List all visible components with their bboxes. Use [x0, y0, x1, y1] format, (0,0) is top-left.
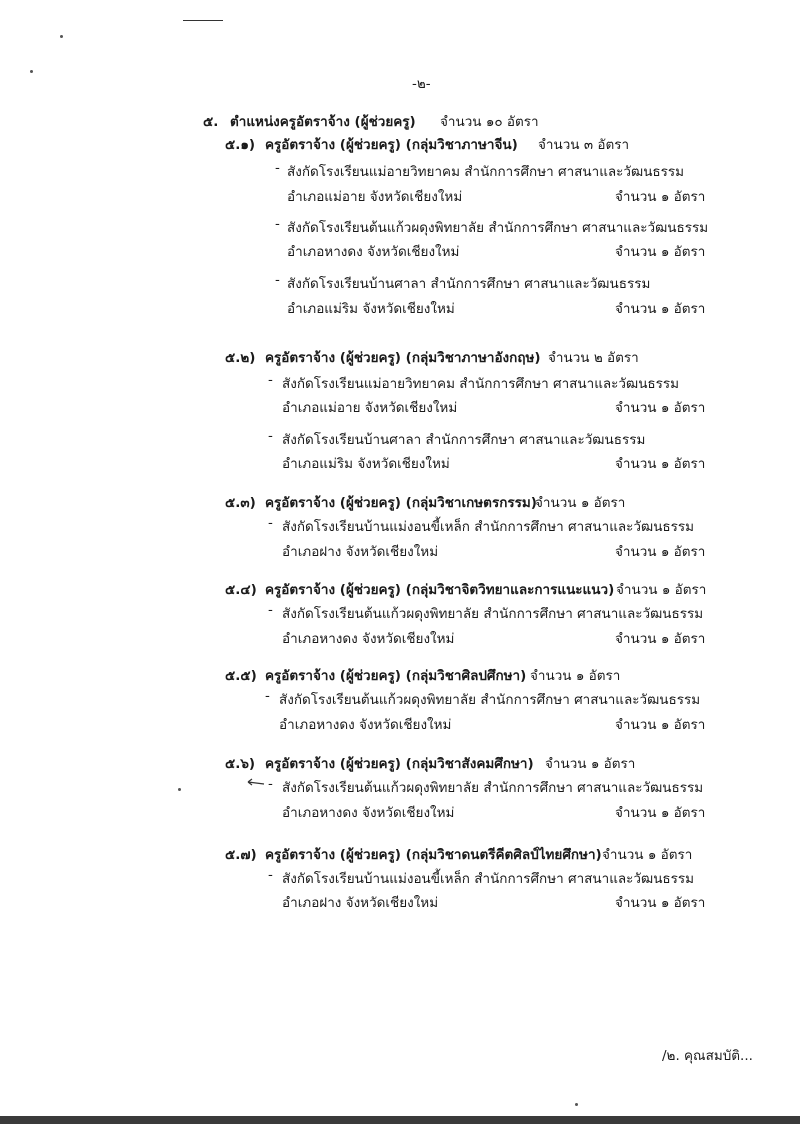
entry-school: สังกัดโรงเรียนแม่อายวิทยาคม สำนักการศึกษา ศาสนาและวัฒนธรรม [282, 376, 680, 392]
entry-location: อำเภอหางดง จังหวัดเชียงใหม่ [287, 244, 460, 260]
entry-count: จำนวน ๑ อัตรา [615, 456, 706, 472]
entry-school: สังกัดโรงเรียนต้นแก้วผดุงพิทยาลัย สำนักการศึกษา ศาสนาและวัฒนธรรม [287, 220, 709, 236]
entry-location: อำเภอแม่อาย จังหวัดเชียงใหม่ [282, 400, 458, 416]
entry-dash: - [268, 776, 273, 792]
entry-dash: - [268, 602, 273, 618]
entry-school: สังกัดโรงเรียนบ้านศาลา สำนักการศึกษา ศาสนาและวัฒนธรรม [282, 432, 646, 448]
entry-dash: - [268, 428, 273, 444]
subsection-quantity: จำนวน ๑ อัตรา [535, 495, 626, 511]
entry-dash: - [268, 867, 273, 883]
subsection-title: ครูอัตราจ้าง (ผู้ช่วยครู) (กลุ่มวิชาภาษาจีน) [265, 137, 518, 153]
entry-count: จำนวน ๑ อัตรา [615, 805, 706, 821]
entry-school: สังกัดโรงเรียนต้นแก้วผดุงพิทยาลัย สำนักการศึกษา ศาสนาและวัฒนธรรม [282, 606, 704, 622]
handwritten-arrow-mark [244, 778, 266, 788]
scan-speck [60, 35, 63, 38]
entry-school: สังกัดโรงเรียนต้นแก้วผดุงพิทยาลัย สำนักการศึกษา ศาสนาและวัฒนธรรม [282, 780, 704, 796]
entry-school: สังกัดโรงเรียนแม่อายวิทยาคม สำนักการศึกษา ศาสนาและวัฒนธรรม [287, 164, 685, 180]
subsection-quantity: จำนวน ๓ อัตรา [538, 137, 630, 153]
scan-edge [0, 1116, 800, 1124]
page-number: -๒- [412, 76, 431, 92]
subsection-quantity: จำนวน ๑ อัตรา [602, 847, 693, 863]
subsection-title: ครูอัตราจ้าง (ผู้ช่วยครู) (กลุ่มวิชาศิลปศึกษา) [265, 668, 527, 684]
entry-dash: - [275, 216, 280, 232]
entry-location: อำเภอหางดง จังหวัดเชียงใหม่ [279, 717, 452, 733]
entry-dash: - [268, 515, 273, 531]
entry-location: อำเภอฝาง จังหวัดเชียงใหม่ [282, 895, 439, 911]
heading-number: ๕. [203, 114, 219, 130]
entry-location: อำเภอหางดง จังหวัดเชียงใหม่ [282, 631, 455, 647]
entry-count: จำนวน ๑ อัตรา [615, 189, 706, 205]
entry-count: จำนวน ๑ อัตรา [615, 301, 706, 317]
entry-dash: - [275, 160, 280, 176]
subsection-number: ๕.๑) [225, 137, 256, 153]
entry-location: อำเภอหางดง จังหวัดเชียงใหม่ [282, 805, 455, 821]
scan-speck [30, 70, 33, 73]
scan-speck [178, 788, 181, 791]
subsection-title: ครูอัตราจ้าง (ผู้ช่วยครู) (กลุ่มวิชาดนตรีคีตศิลป์ไทยศึกษา) [265, 847, 602, 863]
entry-school: สังกัดโรงเรียนต้นแก้วผดุงพิทยาลัย สำนักการศึกษา ศาสนาและวัฒนธรรม [279, 692, 701, 708]
subsection-number: ๕.๕) [225, 668, 257, 684]
entry-school: สังกัดโรงเรียนบ้านแม่งอนขี้เหล็ก สำนักการศึกษา ศาสนาและวัฒนธรรม [282, 519, 695, 535]
top-rule [183, 20, 223, 21]
scan-speck [575, 1103, 578, 1106]
entry-location: อำเภอแม่ริม จังหวัดเชียงใหม่ [287, 301, 455, 317]
subsection-number: ๕.๓) [225, 495, 256, 511]
subsection-number: ๕.๖) [225, 756, 256, 772]
subsection-title: ครูอัตราจ้าง (ผู้ช่วยครู) (กลุ่มวิชาจิตวิทยาและการแนะแนว) [265, 582, 615, 598]
heading-quantity: จำนวน ๑๐ อัตรา [440, 114, 539, 130]
subsection-quantity: จำนวน ๑ อัตรา [530, 668, 621, 684]
subsection-number: ๕.๒) [225, 350, 256, 366]
entry-count: จำนวน ๑ อัตรา [615, 244, 706, 260]
subsection-title: ครูอัตราจ้าง (ผู้ช่วยครู) (กลุ่มวิชาสังคมศึกษา) [265, 756, 534, 772]
subsection-number: ๕.๗) [225, 847, 257, 863]
subsection-number: ๕.๔) [225, 582, 257, 598]
entry-school: สังกัดโรงเรียนบ้านแม่งอนขี้เหล็ก สำนักการศึกษา ศาสนาและวัฒนธรรม [282, 871, 695, 887]
subsection-quantity: จำนวน ๒ อัตรา [548, 350, 639, 366]
entry-location: อำเภอแม่อาย จังหวัดเชียงใหม่ [287, 189, 463, 205]
entry-count: จำนวน ๑ อัตรา [615, 717, 706, 733]
entry-location: อำเภอฝาง จังหวัดเชียงใหม่ [282, 544, 439, 560]
entry-school: สังกัดโรงเรียนบ้านศาลา สำนักการศึกษา ศาสนาและวัฒนธรรม [287, 276, 651, 292]
continuation-note: /๒. คุณสมบัติ... [662, 1048, 753, 1064]
entry-count: จำนวน ๑ อัตรา [615, 631, 706, 647]
entry-dash: - [265, 688, 270, 704]
entry-dash: - [275, 272, 280, 288]
subsection-quantity: จำนวน ๑ อัตรา [616, 582, 707, 598]
entry-location: อำเภอแม่ริม จังหวัดเชียงใหม่ [282, 456, 450, 472]
subsection-quantity: จำนวน ๑ อัตรา [545, 756, 636, 772]
entry-count: จำนวน ๑ อัตรา [615, 400, 706, 416]
entry-count: จำนวน ๑ อัตรา [615, 544, 706, 560]
subsection-title: ครูอัตราจ้าง (ผู้ช่วยครู) (กลุ่มวิชาเกษตรกรรม) [265, 495, 537, 511]
entry-dash: - [268, 372, 273, 388]
entry-count: จำนวน ๑ อัตรา [615, 895, 706, 911]
heading-title: ตำแหน่งครูอัตราจ้าง (ผู้ช่วยครู) [230, 114, 416, 130]
subsection-title: ครูอัตราจ้าง (ผู้ช่วยครู) (กลุ่มวิชาภาษาอังกฤษ) [265, 350, 541, 366]
